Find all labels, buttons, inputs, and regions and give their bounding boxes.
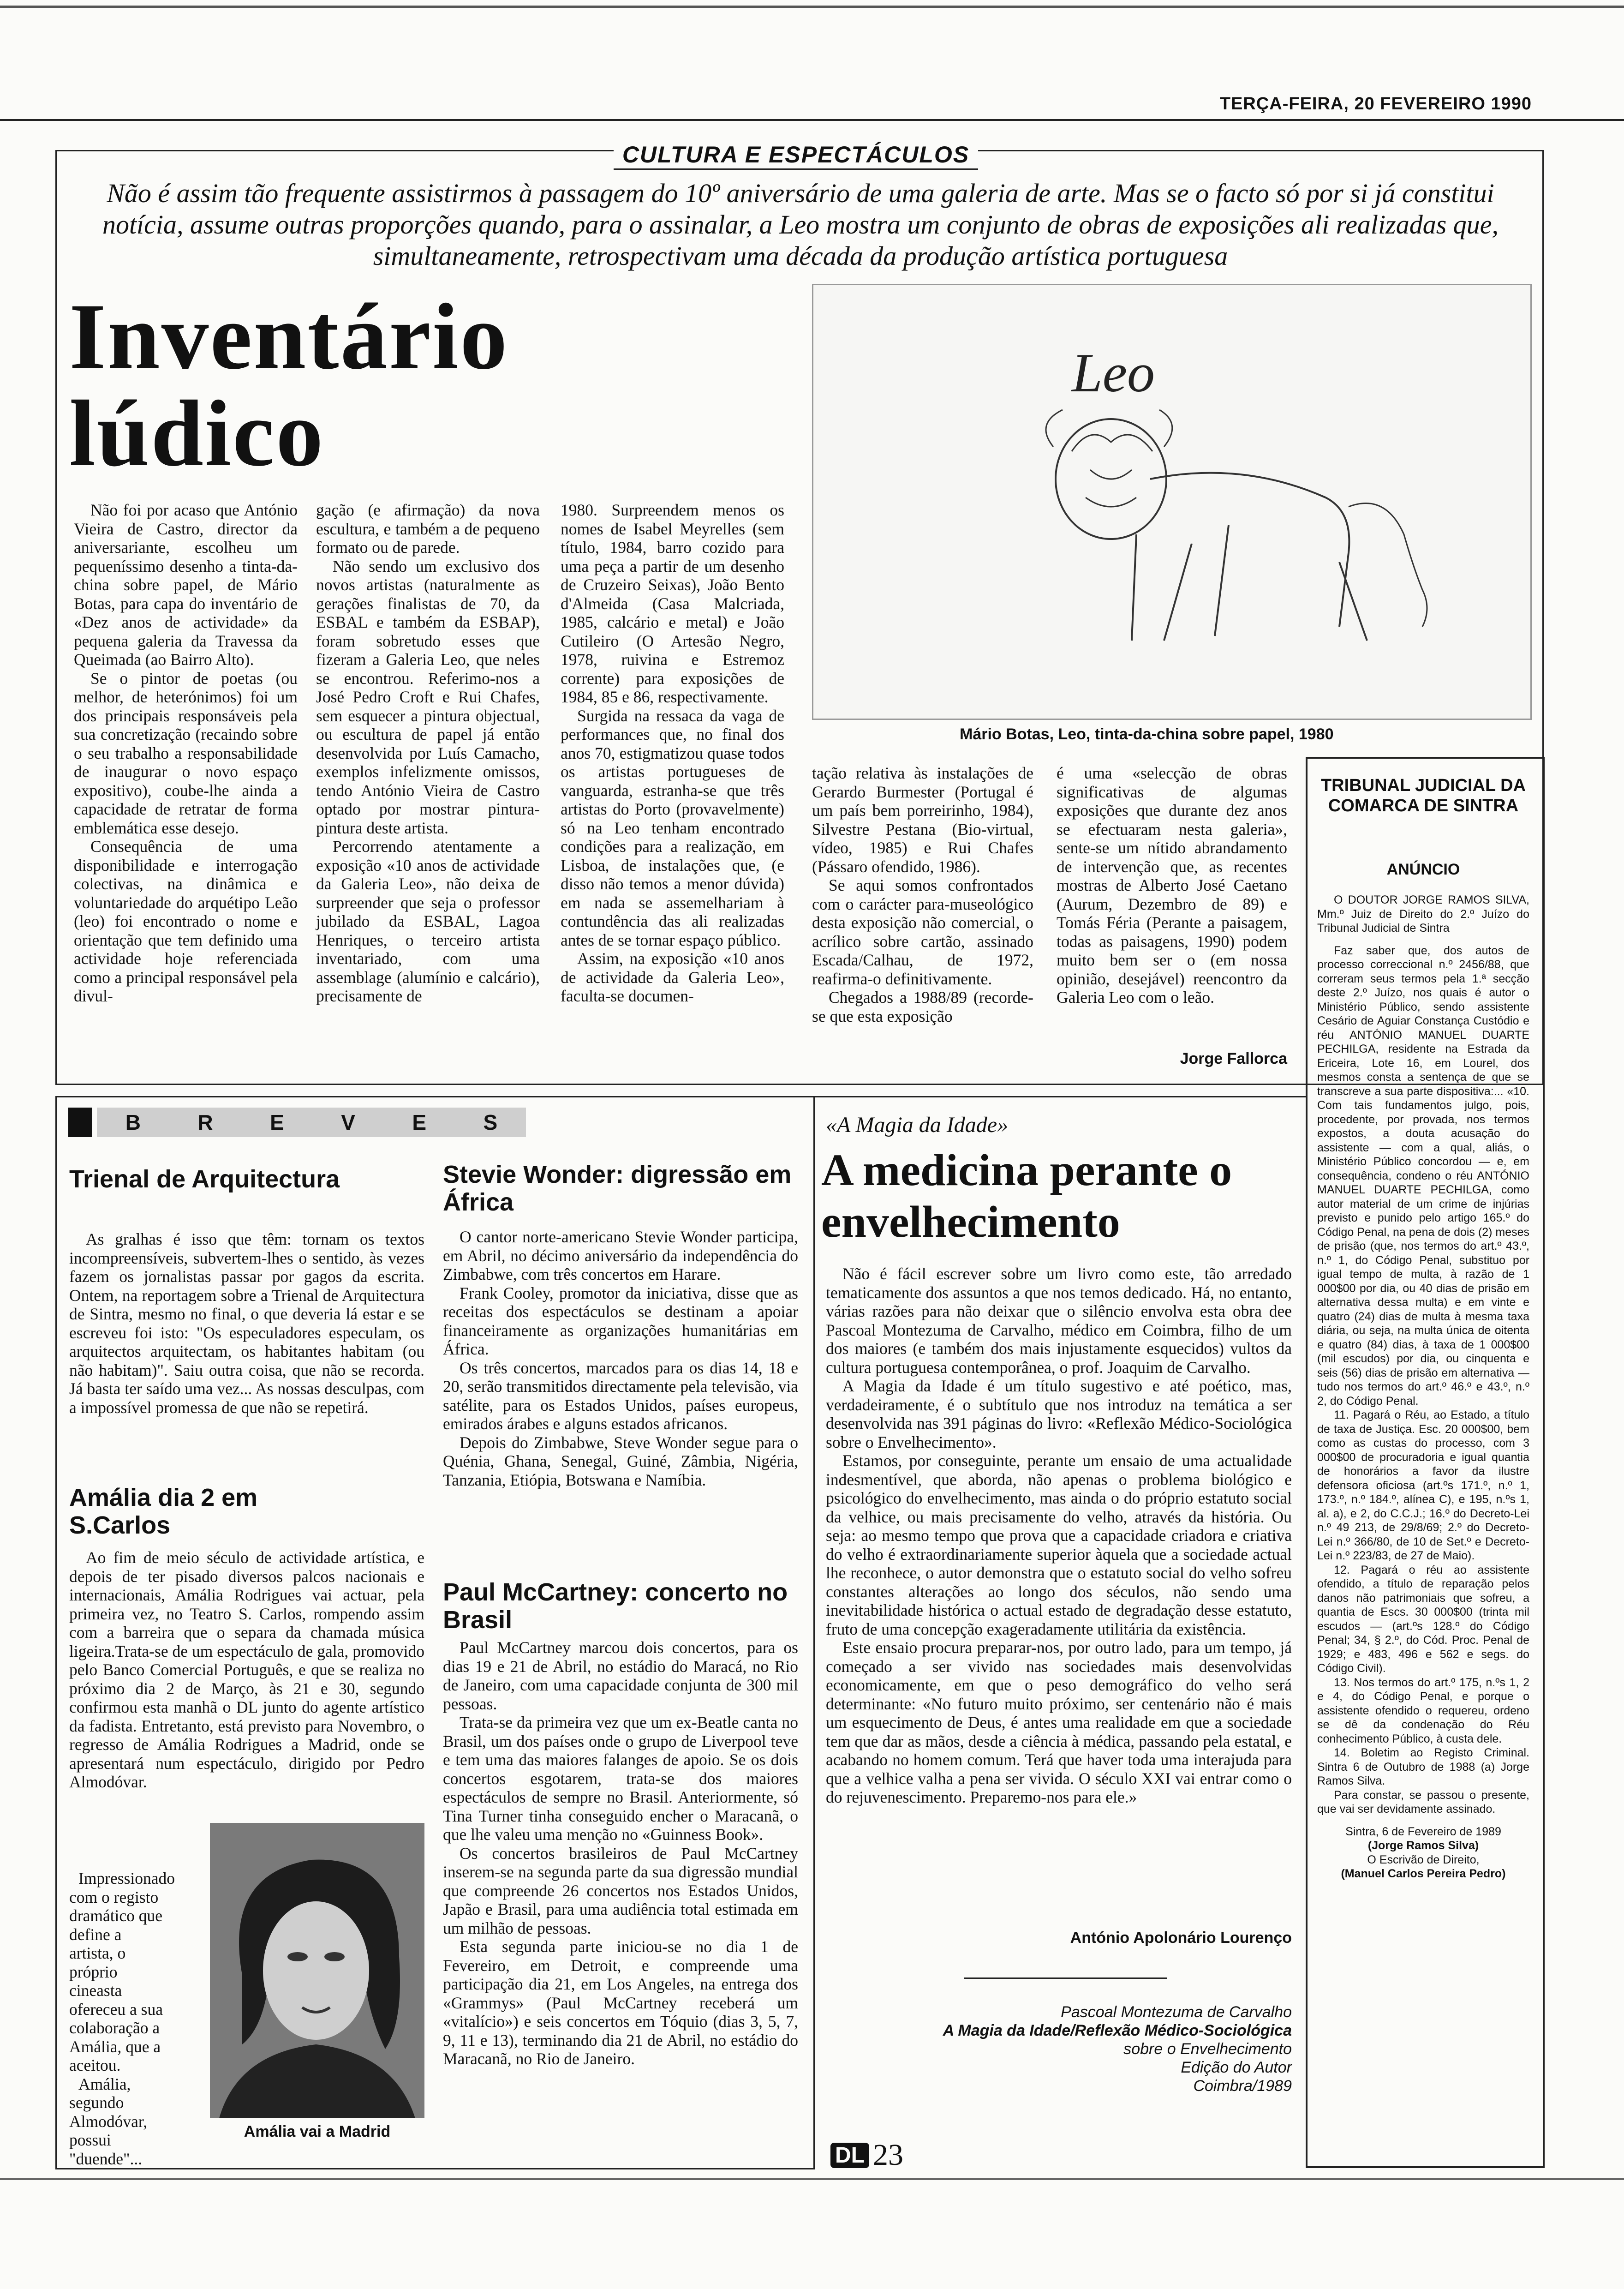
top-rule (0, 6, 1624, 8)
tribunal-item-14: 14. Boletim ao Registo Criminal. Sintra 6 de Outubro de 1988 (a) Jorge Ramos Silva. (1317, 1746, 1529, 1787)
magia-col (826, 1264, 1292, 1807)
bookinfo-place: Coimbra/1989 (1193, 2077, 1292, 2095)
lead-col-5 (1057, 764, 1287, 1007)
trienal-title: Trienal de Arquitectura (69, 1165, 340, 1193)
lead-col-2-p2: Não sendo um exclusivo dos novos artistas (naturalmente as gerações finalistas de 70, da ESBAL e também da ESBAP), foram sobretudo esses que fizeram a Galeria Leo, que neles se encontrou. Referimo-nos a José Pedro Croft e Rui Chafes, sem esquecer a pintura objectual, ou escultura de papel já então desenvolvida por Luís Camacho, exemplos infelizmente omissos, tendo António Vieira de Castro optado por mostrar pintura-pintura deste artista. (316, 557, 540, 837)
magia-kicker: «A Magia da Idade» (826, 1113, 1009, 1137)
magia-divider (964, 1977, 1167, 1979)
portrait-image (210, 1823, 424, 2118)
breves-letter-r: R (197, 1110, 213, 1134)
mccartney-title: Paul McCartney: concerto no Brasil (443, 1578, 788, 1634)
breves-letter-s: S (483, 1110, 498, 1134)
bookinfo-author: Pascoal Montezuma de Carvalho (1061, 2003, 1292, 2021)
stevie-p1: O cantor norte-americano Stevie Wonder participa, em Abril, no décimo aniversário da independência do Zimbabwe, com três concertos em Harare. (443, 1228, 798, 1283)
tribunal-judge: (Jorge Ramos Silva) (1367, 1839, 1479, 1852)
headline-line1: Inventário (69, 284, 509, 389)
lead-col-2 (316, 501, 540, 1006)
mccartney-p3: Os concertos brasileiros de Paul McCartney inserem-se na segunda parte da sua digressão mundial que compreende 26 concertos nos Estados Unidos, Japão e Brasil, para uma audiência total estimada em um milhão de pessoas. (443, 1844, 798, 1937)
magia-p4: Este ensaio procura preparar-nos, por outro lado, para um tempo, já começado a ser vivido nas sociedades mais desenvolvidas economicamente, em que o peso demográfico do velho será determinante: «No futuro muito próximo, ser centenário não é mais um esquecimento de Deus, é antes uma realidade em que a sociedade tem que dar as mãos, desde a ciência à médica, passando pela estatal, e acabando no homem comum. Terá que haver toda uma interajuda para que a velhice valha a pena ser vivida. O século XXI vai entrar como o do rejuvenescimento. Preparemo-nos para ele.» (826, 1638, 1292, 1806)
trienal-col (69, 1230, 424, 1417)
amalia-col (69, 1548, 424, 1792)
header-rule (0, 119, 1624, 121)
magia-p3: Estamos, por conseguinte, perante um ensaio de uma actualidade indesmentível, que aborda, não apenas o problema biológico e psicológico do envelhecimento, mas ainda o do próprio estatuto social da velhice, ou mais precisamente do velho, através da história. Ou seja: ao mesmo tempo que prova que a capacidade criadora e criativa do velho é extraordinariamente superior àquela que a sociedade actual lhe reconhece, o autor demonstra que o estatuto social do velho sofreu constantes alterações ao longo dos séculos, não sendo uma inevitabilidade histórica o actual estado de degradação desse estatuto, fruto de uma concepção exageradamente utilitária da existência. (826, 1451, 1292, 1638)
lead-col-2-p1: gação (e afirmação) da nova escultura, e também a de pequeno formato ou de parede. (316, 501, 540, 557)
magia-byline: António Apolonário Lourenço (1070, 1929, 1292, 1947)
magia-bookinfo (877, 2003, 1292, 2095)
tribunal-title: TRIBUNAL JUDICIAL DA COMARCA DE SINTRA (1320, 776, 1526, 815)
tribunal-item-close: Para constar, se passou o presente, que vai ser devidamente assinado. (1317, 1788, 1529, 1816)
lead-byline: Jorge Fallorca (1180, 1050, 1287, 1067)
tribunal-text (1317, 893, 1529, 1881)
lead-col-3 (561, 501, 784, 1006)
lead-col-4-p3: Chegados a 1988/89 (recorde-se que esta exposição (812, 988, 1033, 1025)
tribunal-item-12: 12. Pagará o réu ao assistente ofendido, a título de reparação pelos danos não patrimoniais que sofreu, a quantia de Escs. 30 000$00 (trinta mil escudos — (art.ºs 128.º do Código Penal; 34, § 2.º, do Cód. Proc. Penal de 1929; e 483, 496 e 562 e segs. do Código Civil). (1317, 1563, 1529, 1675)
tribunal-item-11: 11. Pagará o Réu, ao Estado, a título de taxa de Justiça. Esc. 20 000$00, bem como as custas do processo, com 3 000$00 de procuradoria e igual quantia de honorários a favor da ilustre defensora oficiosa (art.ºs 171.º, n.º 1, 173.º, n.º 184.º, alínea C), e 195, n.ºs 1, al. a), e 2, do C.C.J.; 16.º do Decreto-Lei n.º 49 213, de 29/8/69; 2.º do Decreto-Lei n.º 366/80, de 10 de Set.º e Decreto-Lei n.º 223/83, de 27 de Maio). (1317, 1408, 1529, 1562)
stevie-title: Stevie Wonder: digressão em África (443, 1161, 792, 1216)
section-underline (614, 168, 978, 170)
magia-p2: A Magia da Idade é um título sugestivo e até poético, mas, verdadeiramente, é o subtítulo que nos introduz na temática a ser desenvolvida nas 391 páginas do livro: «Reflexão Médico-Sociológica sobre o Envelhecimento». (826, 1377, 1292, 1451)
lead-col-3-p1: 1980. Surpreendem menos os nomes de Isabel Meyrelles (sem título, 1984, barro cozido para uma peça a partir de um desenho de Cruzeiro Seixas), João Bento d'Almeida (Casa Malcriada, 1985, calcário e metal) e João Cutileiro (O Artesão Negro, 1978, ruivina e Estremoz corrente) para exposições de 1984, 85 e 86, respectivamente. (561, 501, 784, 706)
mccartney-col (443, 1638, 798, 2068)
amalia-body-2: Impressionado com o registo dramático que define a artista, o próprio cineasta ofereceu a sua colaboração a Amália, que a aceitou. (69, 1869, 175, 2074)
mccartney-p2: Trata-se da primeira vez que um ex-Beatle canta no Brasil, um dos países onde o grupo de Liverpool teve e tem uma das maiores falanges de apoio. Se os dois concertos esgotarem, trata-se dos maiores espectáculos de sempre no Brasil. Anteriormente, só Tina Turner tinha conseguido encher o Maracanã, o que lhe valeu uma menção no «Guinness Book». (443, 1713, 798, 1844)
tribunal-clerk-title: O Escrivão de Direito, (1367, 1853, 1480, 1866)
amalia-col-narrow (69, 1869, 175, 2168)
stevie-p4: Depois do Zimbabwe, Steve Wonder segue para o Quénia, Ghana, Senegal, Guiné, Zâmbia, Nigéria, Tanzania, Etiópia, Botswana e Namíbia. (443, 1433, 798, 1489)
bottom-rule (0, 2178, 1624, 2180)
dateline: TERÇA-FEIRA, 20 FEVEREIRO 1990 (1219, 94, 1532, 114)
lead-col-5-p1: é uma «selecção de obras significativas de algumas exposições que durante dez anos se efectuaram nesta galeria», sente-se um nítido abrandamento de intervenção que, as recentes mostras de Alberto José Caetano (Aurum, Dezembro de 89) e Tomás Féria (Perante a paisagem, todas as paisagens, 1990) podem muito bem ser o (em nossa opinião, desejável) reencontro da Galeria Leo com o leão. (1057, 764, 1287, 1007)
mccartney-p1: Paul McCartney marcou dois concertos, para os dias 19 e 21 de Abril, no estádio do Maracá, no Rio de Janeiro, com uma capacidade conjunta de 300 mil pessoas. (443, 1638, 798, 1713)
bookinfo-edition: Edição do Autor (1181, 2059, 1292, 2076)
lead-col-3-p3: Assim, na exposição «10 anos de actividade da Galeria Leo», faculta-se documen- (561, 949, 784, 1005)
tribunal-date: Sintra, 6 de Fevereiro de 1989 (1345, 1825, 1501, 1838)
amalia-photo (210, 1823, 424, 2118)
magia-title: A medicina perante o envelhecimento (821, 1145, 1232, 1247)
breves-marker (68, 1108, 92, 1137)
breves-letter-b: B (125, 1110, 141, 1134)
tribunal-body: Faz saber que, dos autos de processo correccional n.º 2456/88, que correram seus termos pela 1.ª secção deste 2.º Juízo, nos quais é autor o Ministério Público, sendo assistente Cesário de Aguiar Constança Custódio e réu ANTÓNIO MANUEL DUARTE PECHILGA, residente na Estrada da Ericeira, Lote 16, em Lourel, dos mesmos consta a sentença de que se transcreve a sua parte dispositiva:... «10. Com tais fundamentos julgo, pois, procedente, por provada, nos termos expostos, a douta acusação do assistente — com a qual, aliás, o Ministério Público concordou — e, em consequência, condeno o réu ANTÓNIO MANUEL DUARTE PECHILGA, como autor material de um crime de injúrias previsto e punido pelo artigo 165.º do Código Penal, na pena de dois (2) meses de prisão (que, nos termos do art.º 43.º, n.º 1, do Código Penal, substituo por igual tempo de multa, à razão de 1 000$00 por dia, ou 40 dias de prisão em alternativa dessa multa) e em vinte e quatro (24) dias de multa à mesma taxa diária, ou seja, na multa única de oitenta e quatro (84) dias, à taxa de 1 000$00 (mil escudos) por dia, ou cinquenta e seis (56) dias de prisão em alternativa — tudo nos termos do art.º 46.º e 43.º, n.º 2, do Código Penal. (1317, 944, 1530, 1408)
lead-col-1-p2: Se o pintor de poetas (ou melhor, de heterónimos) foi um dos principais responsáveis pela sua concretização (recaindo sobre o seu trabalho a responsabilidade de inaugurar o novo espaço expositivo), coube-lhe ainda a capacidade de retratar de forma emblemática esse desejo. (74, 669, 298, 837)
page-number: 23 (872, 2138, 903, 2172)
magia-p1: Não é fácil escrever sobre um livro como este, tão arredado tematicamente dos assuntos a que nos temos dedicado. Há, no entanto, várias razões para não deixar que o silêncio envolva esta obra dee Pascoal Montezuma de Carvalho, médico em Coimbra, filho de um dos maiores (e também dos mais injustamente esquecidos) vultos da cultura portuguesa contemporânea, o prof. Joaquim de Carvalho. (826, 1264, 1292, 1377)
paper-logo: DL (830, 2143, 869, 2168)
lead-col-4 (812, 764, 1033, 1025)
lead-col-1 (74, 501, 298, 1006)
tribunal-intro: O DOUTOR JORGE RAMOS SILVA, Mm.º Juiz de Direito do 2.º Juízo do Tribunal Judicial de Sintra (1317, 893, 1529, 935)
breves-letter-e1: E (270, 1110, 284, 1134)
tribunal-clerk: (Manuel Carlos Pereira Pedro) (1341, 1867, 1506, 1880)
lion-sketch (813, 285, 1530, 719)
breves-letter-e2: E (412, 1110, 427, 1134)
trienal-body: As gralhas é isso que têm: tornam os textos incompreensíveis, subvertem-lhes o sentido, às vezes fazem os jornalistas passar por gagos da escrita. Ontem, na reportagem sobre a Trienal de Arquitectura de Sintra, mesmo no final, o que deveria lá estar e se escreveu foi isto: "Os especuladores especulam, os arquitectos arquitectam, os habitantes habitam (ou não habitam)". Saiu outra coisa, que não se recorda. Já basta ter saído uma vez... As nossas desculpas, com a impossível promessa de que não se repetirá. (69, 1230, 424, 1417)
footer-folio (830, 2137, 903, 2174)
standfirst: Não é assim tão frequente assistirmos à passagem do 10º aniversário de uma galeria de arte. Mas se o facto só por si já constitui notícia, assume outras proporções quando, para o assinalar, a Leo mostra um conjunto de obras de exposições ali realizadas que, simultaneamente, retrospectivam uma década da produção artística portuguesa (102, 178, 1499, 271)
bookinfo-subtitle: sobre o Envelhecimento (1123, 2040, 1292, 2058)
lead-col-1-p1: Não foi por acaso que António Vieira de Castro, director da aniversariante, escolheu um pequeníssimo desenho a tinta-da-china sobre papel, de Mário Botas, para capa do inventário de «Dez anos de actividade» da pequena galeria da Travessa da Queimada (ao Bairro Alto). (74, 501, 298, 669)
amalia-caption: Amália vai a Madrid (244, 2123, 391, 2140)
photo-caption: Mário Botas, Leo, tinta-da-china sobre papel, 1980 (960, 725, 1334, 743)
bookinfo-title: A Magia da Idade/Reflexão Médico-Sociológica (943, 2022, 1292, 2039)
leo-drawing (812, 284, 1532, 720)
mccartney-p4: Esta segunda parte iniciou-se no dia 1 de Fevereiro, em Detroit, e compreende uma participação dia 21, em Los Angeles, na entrega dos «Grammys» (Paul McCartney receberá um «vitalício») e seis concertos em Tóquio (dias 3, 5, 7, 9, 11 e 13), terminando dia 21 de Abril, no estádio do Maracanã, no Rio de Janeiro. (443, 1937, 798, 2068)
lead-col-1-p3: Consequência de uma disponibilidade e interrogação colectivas, na dinâmica e voluntariedade do arquétipo Leão (leo) foi encontrado o nome e orientação que tem definido uma actividade hoje referenciada como a principal responsável pela divul- (74, 837, 298, 1005)
amalia-body: Ao fim de meio século de actividade artística, e depois de ter pisado diversos palcos nacionais e internacionais, Amália Rodrigues vai actuar, pela primeira vez, no Teatro S. Carlos, rompendo assim com a barreira que o separa da chamada música ligeira.Trata-se de um espectáculo de gala, promovido pelo Banco Comercial Português, e que se realiza no próximo dia 2 de Março, às 21 e 30, segundo confirmou esta manhã o DL junto do agente artístico da fadista. Entretanto, está previsto para Novembro, o regresso de Amália Rodrigues a Madrid, onde se apresentará num espectáculo, dirigido por Pedro Almodóvar. (69, 1548, 424, 1791)
section-title: CULTURA E ESPECTÁCULOS (614, 138, 978, 171)
lead-col-2-p3: Percorrendo atentamente a exposição «10 anos de actividade da Galeria Leo», não deixa de surpreender que seja o professor jubilado da ESBAL, Lagoa Henriques, o terceiro artista inventariado, com uma assemblage (alumínio e calcário), precisamente de (316, 837, 540, 1005)
stevie-p2: Frank Cooley, promotor da iniciativa, disse que as receitas dos espectáculos se destinam a apoiar financeiramente as organizações humanitárias em África. (443, 1283, 798, 1358)
lead-col-4-p2: Se aqui somos confrontados com o carácter para-museológico desta exposição não comercial, o acrílico sobre cartão, assinado Escada/Calhau, de 1972, reafirma-o definitivamente. (812, 876, 1033, 988)
stevie-col (443, 1228, 798, 1489)
amalia-title: Amália dia 2 em S.Carlos (69, 1484, 258, 1539)
tribunal-item-13: 13. Nos termos do art.º 175, n.ºs 1, 2 e 4, do Código Penal, e porque o assistente ofendido o requereu, ordeno se dê da condenação do Réu conhecimento Público, à custa dele. (1317, 1676, 1529, 1745)
breves-heading (97, 1108, 526, 1137)
stevie-p3: Os três concertos, marcados para os dias 14, 18 e 20, serão transmitidos directamente pela televisão, via satélite, para os Estados Unidos, países europeus, emirados árabes e alguns estados africanos. (443, 1358, 798, 1433)
lead-col-3-p2: Surgida na ressaca da vaga de performances que, no final dos anos 70, estigmatizou quase todos os artistas portugueses de vanguarda, estranha-se que três artistas do Porto (provavelmente) só na Leo tenham encontrado condições para a realização, em Lisboa, de instalações que, (e disso não temos a menor dúvida) em nada se assemelhariam à contundência das ali realizadas antes de se tornar espaço público. (561, 706, 784, 949)
headline (69, 284, 609, 486)
tribunal-subtitle: ANÚNCIO (1386, 861, 1460, 878)
amalia-body-3: Amália, segundo Almodóvar, possui "duende"... (69, 2074, 148, 2168)
breves-letter-v: V (341, 1110, 355, 1134)
headline-line2: lúdico (69, 381, 325, 486)
lead-col-4-p1: tação relativa às instalações de Gerardo Burmester (Portugal é um país bem porreirinho, 1984), Silvestre Pestana (Bio-virtual, vídeo, 1985) e Rui Chafes (Pássaro ofendido, 1986). (812, 764, 1033, 876)
leo-title: Leo (1072, 342, 1155, 403)
